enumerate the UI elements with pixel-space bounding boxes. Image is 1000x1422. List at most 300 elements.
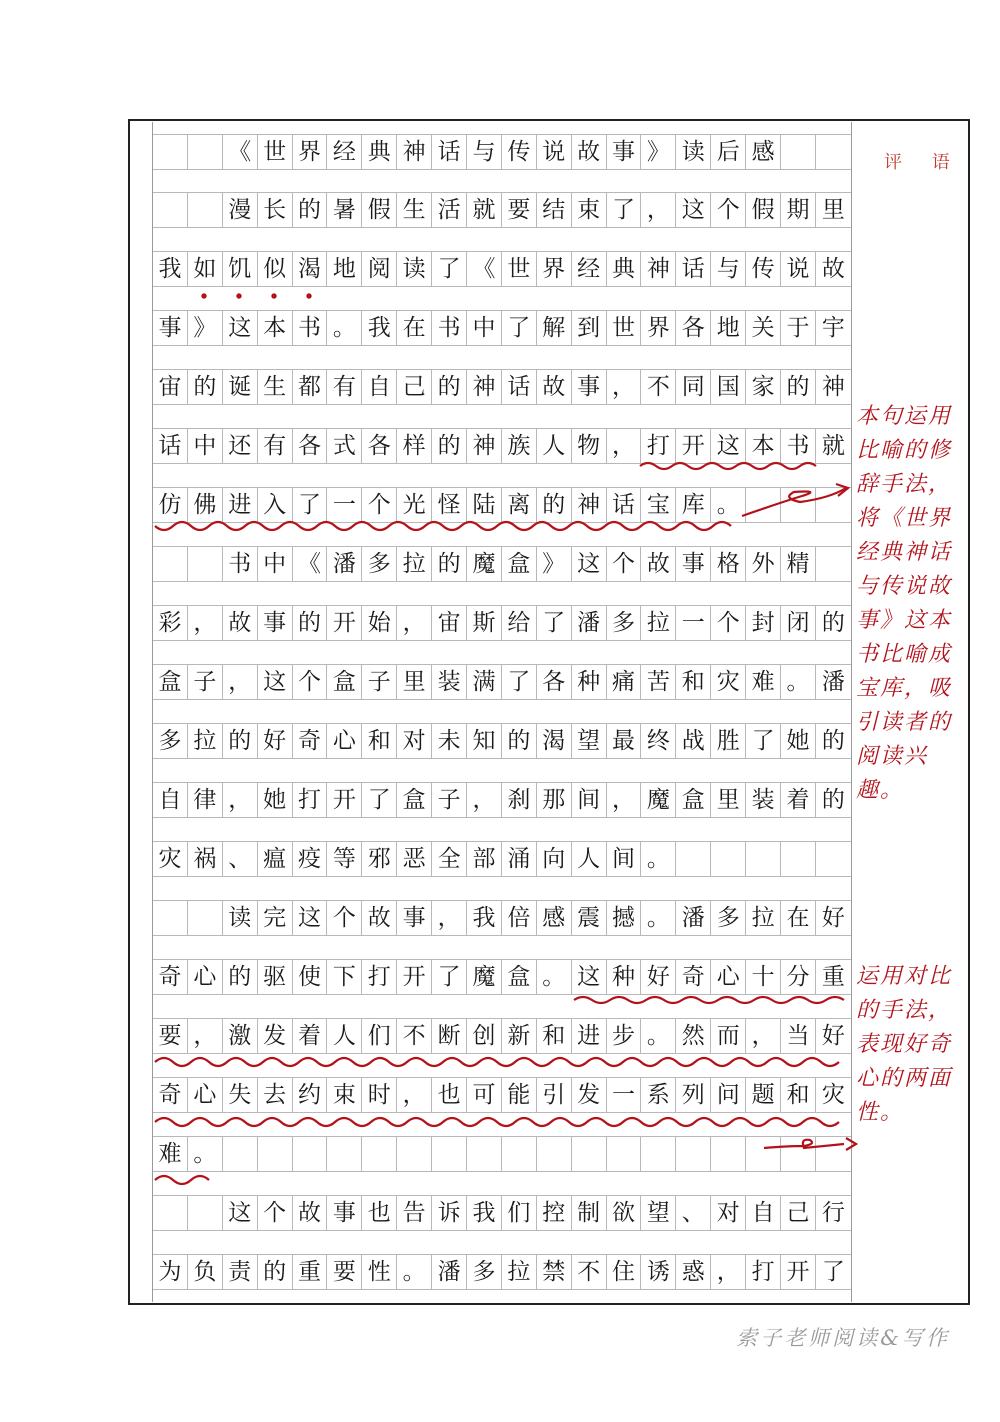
grid-cell: 潘 <box>432 1254 467 1290</box>
grid-cell: 都 <box>293 369 328 405</box>
grid-cell: 漫 <box>223 192 258 228</box>
grid-cell: 宇 <box>816 310 851 346</box>
grid-cell: 拉 <box>746 900 781 936</box>
grid-cell: 后 <box>711 134 746 170</box>
grid-cell: 如 <box>188 251 223 287</box>
wavy-underline <box>155 1058 839 1066</box>
grid-cell: 家 <box>746 369 781 405</box>
grid-cell: 时 <box>362 1077 397 1113</box>
grid-cell: 感 <box>537 900 572 936</box>
grid-cell: 重 <box>293 1254 328 1290</box>
emphasis-dot <box>237 294 240 297</box>
grid-cell: 各 <box>362 428 397 464</box>
grid-cell: 我 <box>467 900 502 936</box>
grid-cell: 书 <box>781 428 816 464</box>
grid-cell: 物 <box>572 428 607 464</box>
grid-cell: 有 <box>327 369 362 405</box>
grid-cell: 灾 <box>816 1077 851 1113</box>
grid-cell: 族 <box>502 428 537 464</box>
grid-cell: 《 <box>223 134 258 170</box>
grid-cell: 惑 <box>676 1254 711 1290</box>
grid-cell: 制 <box>572 1195 607 1231</box>
grid-cell: 界 <box>641 310 676 346</box>
grid-cell: 开 <box>397 959 432 995</box>
grid-cell: 知 <box>467 723 502 759</box>
grid-cell: 长 <box>258 192 293 228</box>
grid-cell: 不 <box>572 1254 607 1290</box>
grid-cell: ， <box>223 664 258 700</box>
grid-cell: 们 <box>502 1195 537 1231</box>
grid-cell: 着 <box>293 1018 328 1054</box>
grid-cell: 刹 <box>502 782 537 818</box>
grid-cell: 神 <box>467 428 502 464</box>
grid-cell: 典 <box>362 134 397 170</box>
grid-cell: 打 <box>746 1254 781 1290</box>
grid-cell: 经 <box>327 134 362 170</box>
grid-cell: ， <box>711 1254 746 1290</box>
grid-cell: 各 <box>676 310 711 346</box>
grid-cell: 打 <box>362 959 397 995</box>
grid-cell: 当 <box>781 1018 816 1054</box>
grid-cell: 《 <box>467 251 502 287</box>
grid-cell: 灾 <box>711 664 746 700</box>
grid-cell: 仿 <box>153 487 188 523</box>
grid-cell: 着 <box>781 782 816 818</box>
grid-cell: 始 <box>362 605 397 641</box>
grid-cell: ， <box>607 428 642 464</box>
grid-cell: ， <box>607 782 642 818</box>
grid-cell: 式 <box>327 428 362 464</box>
grid-cell: 律 <box>188 782 223 818</box>
grid-cell: 她 <box>258 782 293 818</box>
grid-cell: 外 <box>746 546 781 582</box>
grid-cell: 等 <box>327 841 362 877</box>
grid-cell: 盒 <box>397 782 432 818</box>
grid-cell: 里 <box>816 192 851 228</box>
grid-cell: 的 <box>816 723 851 759</box>
grid-cell: 库 <box>676 487 711 523</box>
grid-cell: 。 <box>188 1136 223 1172</box>
grid-cell: 的 <box>537 487 572 523</box>
grid-cell: 这 <box>572 959 607 995</box>
grid-cell: 有 <box>258 428 293 464</box>
grid-cell: 最 <box>607 723 642 759</box>
grid-cell: 读 <box>397 251 432 287</box>
grid-cell: 各 <box>293 428 328 464</box>
grid-cell: 驱 <box>258 959 293 995</box>
grid-cell: 神 <box>397 134 432 170</box>
grid-cell: ， <box>188 1018 223 1054</box>
grid-cell: 了 <box>432 251 467 287</box>
grid-cell: 好 <box>641 959 676 995</box>
grid-cell: 国 <box>711 369 746 405</box>
grid-cell: 封 <box>746 605 781 641</box>
wavy-underline <box>640 463 816 469</box>
grid-cell: 心 <box>188 959 223 995</box>
grid-cell: 神 <box>572 487 607 523</box>
grid-cell: 了 <box>293 487 328 523</box>
grid-cell: 装 <box>432 664 467 700</box>
grid-cell: 约 <box>293 1077 328 1113</box>
grid-cell: 住 <box>607 1254 642 1290</box>
grid-cell: 读 <box>223 900 258 936</box>
arrow-loop <box>764 1140 844 1148</box>
grid-cell: ， <box>223 782 258 818</box>
grid-cell: 故 <box>362 900 397 936</box>
grid-cell: 开 <box>327 605 362 641</box>
grid-cell: 灾 <box>153 841 188 877</box>
grid-cell: 不 <box>397 1018 432 1054</box>
grid-cell: 去 <box>258 1077 293 1113</box>
grid-cell: 失 <box>223 1077 258 1113</box>
grid-cell: 发 <box>258 1018 293 1054</box>
grid-cell: 里 <box>711 782 746 818</box>
grid-cell: 拉 <box>502 1254 537 1290</box>
grid-cell: 离 <box>502 487 537 523</box>
grid-cell: 魔 <box>467 546 502 582</box>
grid-cell: 终 <box>641 723 676 759</box>
grid-cell: 间 <box>607 841 642 877</box>
grid-cell: 世 <box>258 134 293 170</box>
grid-cell: 的 <box>258 1254 293 1290</box>
grid-cell: 话 <box>676 251 711 287</box>
grid-cell: 己 <box>781 1195 816 1231</box>
grid-cell: 魔 <box>467 959 502 995</box>
grid-cell: 个 <box>327 900 362 936</box>
grid-cell: 全 <box>432 841 467 877</box>
grid-cell: 了 <box>607 192 642 228</box>
grid-cell: 奇 <box>293 723 328 759</box>
grid-cell: 好 <box>816 900 851 936</box>
grid-cell: 经 <box>572 251 607 287</box>
grid-cell: 的 <box>816 782 851 818</box>
grid-cell: 书 <box>223 546 258 582</box>
grid-cell: 》 <box>188 310 223 346</box>
grid-cell: 倍 <box>502 900 537 936</box>
grid-cell: 苦 <box>641 664 676 700</box>
grid-cell: 列 <box>676 1077 711 1113</box>
grid-cell: 一 <box>607 1077 642 1113</box>
teacher-note-metaphor: 本句运用比喻的修辞手法，将《世界经典神话与传说故事》这本书比喻成宝库，吸引读者的阅读兴趣。 <box>856 404 953 803</box>
grid-cell: 的 <box>432 428 467 464</box>
grid-cell: 发 <box>572 1077 607 1113</box>
grid-cell: 说 <box>781 251 816 287</box>
grid-cell: 开 <box>676 428 711 464</box>
grid-cell: 故 <box>572 134 607 170</box>
grid-cell: 为 <box>153 1254 188 1290</box>
arrow-head <box>846 1138 856 1150</box>
grid-cell: 传 <box>502 134 537 170</box>
watermark-footer: 索子老师阅读&写作 <box>736 1326 950 1350</box>
grid-cell: 里 <box>397 664 432 700</box>
grid-cell: 假 <box>746 192 781 228</box>
grid-cell: 撼 <box>607 900 642 936</box>
grid-cell: 事 <box>258 605 293 641</box>
grid-cell: 。 <box>641 841 676 877</box>
grid-cell: 个 <box>607 546 642 582</box>
grid-cell: 。 <box>781 664 816 700</box>
grid-cell: 各 <box>537 664 572 700</box>
grid-cell: 这 <box>223 1195 258 1231</box>
grid-cell: 心 <box>711 959 746 995</box>
grid-cell: 本 <box>258 310 293 346</box>
grid-cell: 束 <box>572 192 607 228</box>
grid-cell: 饥 <box>223 251 258 287</box>
grid-cell: 话 <box>502 369 537 405</box>
grid-cell: 自 <box>746 1195 781 1231</box>
grid-cell: 、 <box>223 841 258 877</box>
grid-cell: 宙 <box>153 369 188 405</box>
grid-cell: 》 <box>537 546 572 582</box>
teacher-note-contrast: 运用对比的手法，表现好奇心的两面性。 <box>856 964 953 1125</box>
grid-cell: 分 <box>781 959 816 995</box>
grid-cell: 子 <box>432 782 467 818</box>
grid-cell: 世 <box>502 251 537 287</box>
grid-cell: 拉 <box>397 546 432 582</box>
grid-cell: 性 <box>362 1254 397 1290</box>
grid-cell: 新 <box>502 1018 537 1054</box>
grid-cell: 世 <box>607 310 642 346</box>
grid-cell: 不 <box>641 369 676 405</box>
grid-cell: 神 <box>467 369 502 405</box>
grid-cell: 望 <box>572 723 607 759</box>
grid-cell: 假 <box>362 192 397 228</box>
grid-cell: 结 <box>537 192 572 228</box>
grid-cell: 震 <box>572 900 607 936</box>
grid-cell: 奇 <box>153 959 188 995</box>
grid-cell: 的 <box>293 192 328 228</box>
grid-cell: 了 <box>816 1254 851 1290</box>
grid-cell: 与 <box>711 251 746 287</box>
grid-cell: 话 <box>153 428 188 464</box>
grid-cell: 胜 <box>711 723 746 759</box>
grid-cell: 宙 <box>432 605 467 641</box>
grid-cell: 传 <box>746 251 781 287</box>
grid-cell: 的 <box>293 605 328 641</box>
grid-cell: 到 <box>572 310 607 346</box>
grid-cell: 这 <box>293 900 328 936</box>
grid-cell: 瘟 <box>258 841 293 877</box>
grid-cell: 奇 <box>676 959 711 995</box>
grid-cell: 期 <box>781 192 816 228</box>
grid-cell: 子 <box>188 664 223 700</box>
grid-cell: 这 <box>258 664 293 700</box>
grid-cell: 种 <box>607 959 642 995</box>
grid-cell: 佛 <box>188 487 223 523</box>
grid-cell: 开 <box>327 782 362 818</box>
grid-cell: 中 <box>467 310 502 346</box>
grid-cell: 盒 <box>502 546 537 582</box>
grid-cell: 事 <box>572 369 607 405</box>
grid-cell: 打 <box>293 782 328 818</box>
grid-cell: 样 <box>397 428 432 464</box>
grid-cell: 暑 <box>327 192 362 228</box>
grid-cell: 完 <box>258 900 293 936</box>
grid-cell: 多 <box>711 900 746 936</box>
grid-cell: 。 <box>641 900 676 936</box>
grid-cell: 地 <box>327 251 362 287</box>
grid-cell: 个 <box>258 1195 293 1231</box>
grid-cell: 拉 <box>641 605 676 641</box>
grid-cell: 《 <box>293 546 328 582</box>
grid-cell: 陆 <box>467 487 502 523</box>
grid-cell: 好 <box>816 1018 851 1054</box>
grid-cell: 自 <box>362 369 397 405</box>
grid-cell: 话 <box>607 487 642 523</box>
grid-cell: 个 <box>711 192 746 228</box>
grid-cell: 禁 <box>537 1254 572 1290</box>
grid-cell: 也 <box>432 1077 467 1113</box>
grid-cell: 人 <box>327 1018 362 1054</box>
grid-cell: 痛 <box>607 664 642 700</box>
grid-cell: 诉 <box>432 1195 467 1231</box>
grid-cell: ， <box>746 1018 781 1054</box>
grid-cell: 魔 <box>641 782 676 818</box>
grid-cell: 在 <box>781 900 816 936</box>
wavy-underline <box>155 522 731 530</box>
grid-cell: 告 <box>397 1195 432 1231</box>
grid-cell: 的 <box>432 369 467 405</box>
grid-cell: ， <box>467 782 502 818</box>
grid-cell: 我 <box>153 251 188 287</box>
grid-cell: ， <box>432 900 467 936</box>
grid-cell: 的 <box>816 605 851 641</box>
grid-cell: 故 <box>537 369 572 405</box>
grid-cell: 心 <box>188 1077 223 1113</box>
grid-cell: 中 <box>258 546 293 582</box>
grid-cell: 盒 <box>327 664 362 700</box>
emphasis-dot <box>307 294 310 297</box>
grid-cell: 我 <box>362 310 397 346</box>
grid-cell: 生 <box>258 369 293 405</box>
grid-cell: 开 <box>781 1254 816 1290</box>
grid-cell: 这 <box>711 428 746 464</box>
grid-cell: 了 <box>432 959 467 995</box>
grid-cell: 。 <box>397 1254 432 1290</box>
grid-cell: 祸 <box>188 841 223 877</box>
grid-cell: 。 <box>327 310 362 346</box>
grid-cell: 就 <box>467 192 502 228</box>
grid-cell: 人 <box>537 428 572 464</box>
grid-cell: 于 <box>781 310 816 346</box>
grid-cell: 激 <box>223 1018 258 1054</box>
grid-cell: 多 <box>467 1254 502 1290</box>
grid-cell: 宝 <box>641 487 676 523</box>
arrow-loop <box>742 488 846 516</box>
grid-cell: 引 <box>537 1077 572 1113</box>
grid-cell: 能 <box>502 1077 537 1113</box>
grid-cell: 的 <box>781 369 816 405</box>
grid-cell: 打 <box>641 428 676 464</box>
grid-cell: 对 <box>711 1195 746 1231</box>
grid-cell: 的 <box>223 959 258 995</box>
grid-cell: ， <box>188 605 223 641</box>
grid-cell: 。 <box>641 1018 676 1054</box>
grid-cell: 责 <box>223 1254 258 1290</box>
grid-cell: 了 <box>502 664 537 700</box>
grid-cell: 读 <box>676 134 711 170</box>
grid-cell: 精 <box>781 546 816 582</box>
grid-cell: 话 <box>432 134 467 170</box>
grid-cell: 阅 <box>362 251 397 287</box>
grid-cell: 界 <box>537 251 572 287</box>
grid-cell: 断 <box>432 1018 467 1054</box>
grid-cell: 行 <box>816 1195 851 1231</box>
grid-cell: 系 <box>641 1077 676 1113</box>
grid-cell: 间 <box>572 782 607 818</box>
grid-cell: 了 <box>502 310 537 346</box>
grid-cell: 似 <box>258 251 293 287</box>
grid-cell: 多 <box>362 546 397 582</box>
grid-cell: 书 <box>293 310 328 346</box>
grid-cell: 怪 <box>432 487 467 523</box>
grid-cell: 一 <box>676 605 711 641</box>
grid-cell: 故 <box>293 1195 328 1231</box>
grid-cell: 和 <box>676 664 711 700</box>
grid-cell: 同 <box>676 369 711 405</box>
grid-cell: 说 <box>537 134 572 170</box>
grid-cell: 那 <box>537 782 572 818</box>
grid-cell: 盒 <box>676 782 711 818</box>
grid-cell: 还 <box>223 428 258 464</box>
grid-cell: 关 <box>746 310 781 346</box>
wavy-underline <box>155 1118 839 1126</box>
grid-cell: 装 <box>746 782 781 818</box>
grid-cell: 难 <box>746 664 781 700</box>
grid-cell: 事 <box>397 900 432 936</box>
grid-cell: 然 <box>676 1018 711 1054</box>
grid-cell: 而 <box>711 1018 746 1054</box>
grid-cell: 》 <box>641 134 676 170</box>
grid-cell: 对 <box>397 723 432 759</box>
grid-cell: 控 <box>537 1195 572 1231</box>
grid-cell: 了 <box>746 723 781 759</box>
grid-cell: 拉 <box>188 723 223 759</box>
wavy-underline <box>574 997 844 1003</box>
grid-cell: 的 <box>432 546 467 582</box>
grid-cell: 事 <box>153 310 188 346</box>
grid-cell: 格 <box>711 546 746 582</box>
grid-cell: 部 <box>467 841 502 877</box>
grid-cell: 渴 <box>293 251 328 287</box>
grid-cell: 就 <box>816 428 851 464</box>
grid-cell: 一 <box>327 487 362 523</box>
grid-cell: 邪 <box>362 841 397 877</box>
grid-cell: 盒 <box>153 664 188 700</box>
grid-cell: ， <box>641 192 676 228</box>
grid-cell: 事 <box>676 546 711 582</box>
grid-cell: 心 <box>327 723 362 759</box>
grid-cell: 给 <box>502 605 537 641</box>
grid-cell: 向 <box>537 841 572 877</box>
grid-cell: 我 <box>467 1195 502 1231</box>
grid-cell: 了 <box>537 605 572 641</box>
grid-cell: 彩 <box>153 605 188 641</box>
grid-cell: 题 <box>746 1077 781 1113</box>
grid-cell: 事 <box>607 134 642 170</box>
grid-cell: ， <box>397 605 432 641</box>
grid-cell: 个 <box>293 664 328 700</box>
grid-cell: ， <box>397 1077 432 1113</box>
grid-cell: 她 <box>781 723 816 759</box>
grid-cell: 神 <box>641 251 676 287</box>
grid-cell: 书 <box>432 310 467 346</box>
grid-cell: 负 <box>188 1254 223 1290</box>
grid-cell: 束 <box>327 1077 362 1113</box>
grid-cell: 十 <box>746 959 781 995</box>
grid-cell: 了 <box>362 782 397 818</box>
grid-cell: 好 <box>258 723 293 759</box>
